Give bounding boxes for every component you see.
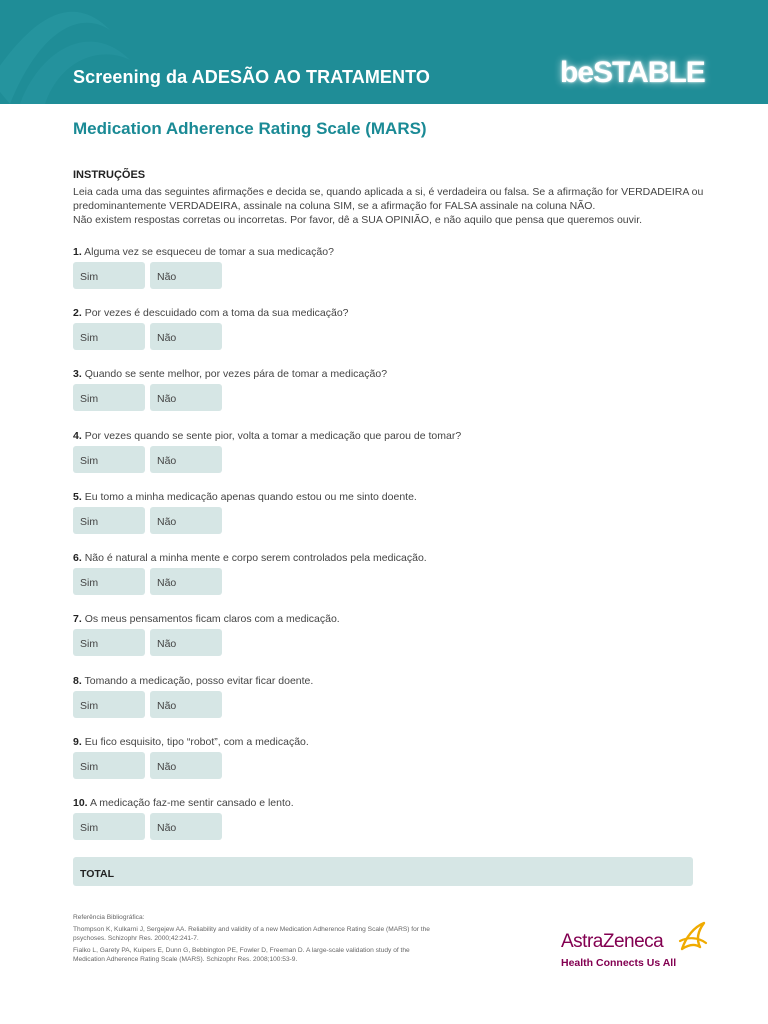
question-3-no-box[interactable]: Não (150, 384, 222, 411)
astrazeneca-logo (561, 917, 721, 972)
instructions-heading: INSTRUÇÕES (73, 169, 146, 181)
question-number: 4. (73, 430, 82, 442)
question-4-text (73, 430, 461, 442)
instructions-paragraph: Não existem respostas corretas ou incorretas. Por favor, dê a SUA OPINIÃO, e não aquilo que pensa que queremos ouvir. (73, 214, 643, 226)
question-8-yes-box[interactable]: Sim (73, 691, 145, 718)
question-number: 6. (73, 552, 82, 564)
instructions-text (73, 185, 713, 227)
question-10-text (73, 797, 294, 809)
sponsor-name: AstraZeneca (561, 931, 664, 952)
question-label: Alguma vez se esqueceu de tomar a sua medicação? (84, 246, 334, 258)
question-label: Tomando a medicação, posso evitar ficar doente. (84, 675, 314, 687)
brand-logo: beSTABLE (560, 56, 705, 89)
question-1-no-box[interactable]: Não (150, 262, 222, 289)
question-label: Por vezes quando se sente pior, volta a tomar a medicação que parou de tomar? (84, 430, 462, 442)
question-number: 10. (73, 797, 88, 809)
question-5-text (73, 491, 417, 503)
question-6-no-box[interactable]: Não (150, 568, 222, 595)
astrazeneca-swirl-icon (674, 919, 710, 955)
question-label: Quando se sente melhor, por vezes pára de tomar a medicação? (84, 368, 388, 380)
question-8-no-box[interactable]: Não (150, 691, 222, 718)
question-number: 8. (73, 675, 82, 687)
question-7-text (73, 613, 340, 625)
header-title: Screening da ADESÃO AO TRATAMENTO (73, 67, 430, 87)
question-5-no-box[interactable]: Não (150, 507, 222, 534)
question-number: 2. (73, 307, 82, 319)
reference-item: Fialko L, Garety PA, Kuipers E, Dunn G, Bebbington PE, Fowler D, Freeman D. A large-scale validation study of the Medication Adherence Rating Scale (MARS). Schizophr Res. 2008;100:53-9. (73, 947, 410, 963)
question-8-text (73, 675, 313, 687)
question-3-yes-box[interactable]: Sim (73, 384, 145, 411)
reference-item: Thompson K, Kulkarni J, Sergejew AA. Reliability and validity of a new Medication Adherence Rating Scale (MARS) for the psychoses. Schizophr Res. 2000;42:241-7. (73, 926, 430, 942)
question-label: Eu fico esquisito, tipo “robot”, com a medicação. (84, 736, 309, 748)
question-1-text (73, 246, 334, 258)
question-10-yes-box[interactable]: Sim (73, 813, 145, 840)
total-box[interactable]: TOTAL (73, 857, 693, 886)
question-number: 3. (73, 368, 82, 380)
question-9-yes-box[interactable]: Sim (73, 752, 145, 779)
question-label: Os meus pensamentos ficam claros com a medicação. (84, 613, 340, 625)
document-title: Medication Adherence Rating Scale (MARS) (73, 119, 427, 138)
question-2-text (73, 307, 349, 319)
question-label: Não é natural a minha mente e corpo serem controlados pela medicação. (84, 552, 427, 564)
question-3-text (73, 368, 387, 380)
question-label: A medicação faz-me sentir cansado e lento. (89, 797, 294, 809)
sponsor-tagline: Health Connects Us All (561, 957, 677, 969)
question-number: 5. (73, 491, 82, 503)
question-5-yes-box[interactable]: Sim (73, 507, 145, 534)
question-label: Por vezes é descuidado com a toma da sua medicação? (84, 307, 349, 319)
question-number: 1. (73, 246, 82, 258)
question-9-no-box[interactable]: Não (150, 752, 222, 779)
question-4-no-box[interactable]: Não (150, 446, 222, 473)
question-4-yes-box[interactable]: Sim (73, 446, 145, 473)
question-number: 9. (73, 736, 82, 748)
header-banner (0, 0, 768, 104)
references-heading: Referência Bibliográfica: (73, 914, 145, 921)
decorative-swirl-icon (0, 0, 150, 104)
question-2-no-box[interactable]: Não (150, 323, 222, 350)
instructions-paragraph: Leia cada uma das seguintes afirmações e decida se, quando aplicada a si, é verdadeira ou falsa. Se a afirmação for VERDADEIRA ou predominantemente VERDADEIRA, assinale na coluna SIM, se a afirmação for FALSA assinale na coluna NÃO. (73, 186, 704, 212)
question-6-text (73, 552, 427, 564)
question-1-yes-box[interactable]: Sim (73, 262, 145, 289)
question-label: Eu tomo a minha medicação apenas quando estou ou me sinto doente. (84, 491, 417, 503)
question-number: 7. (73, 613, 82, 625)
question-2-yes-box[interactable]: Sim (73, 323, 145, 350)
question-7-no-box[interactable]: Não (150, 629, 222, 656)
question-6-yes-box[interactable]: Sim (73, 568, 145, 595)
question-9-text (73, 736, 309, 748)
question-10-no-box[interactable]: Não (150, 813, 222, 840)
references (73, 913, 433, 967)
question-7-yes-box[interactable]: Sim (73, 629, 145, 656)
